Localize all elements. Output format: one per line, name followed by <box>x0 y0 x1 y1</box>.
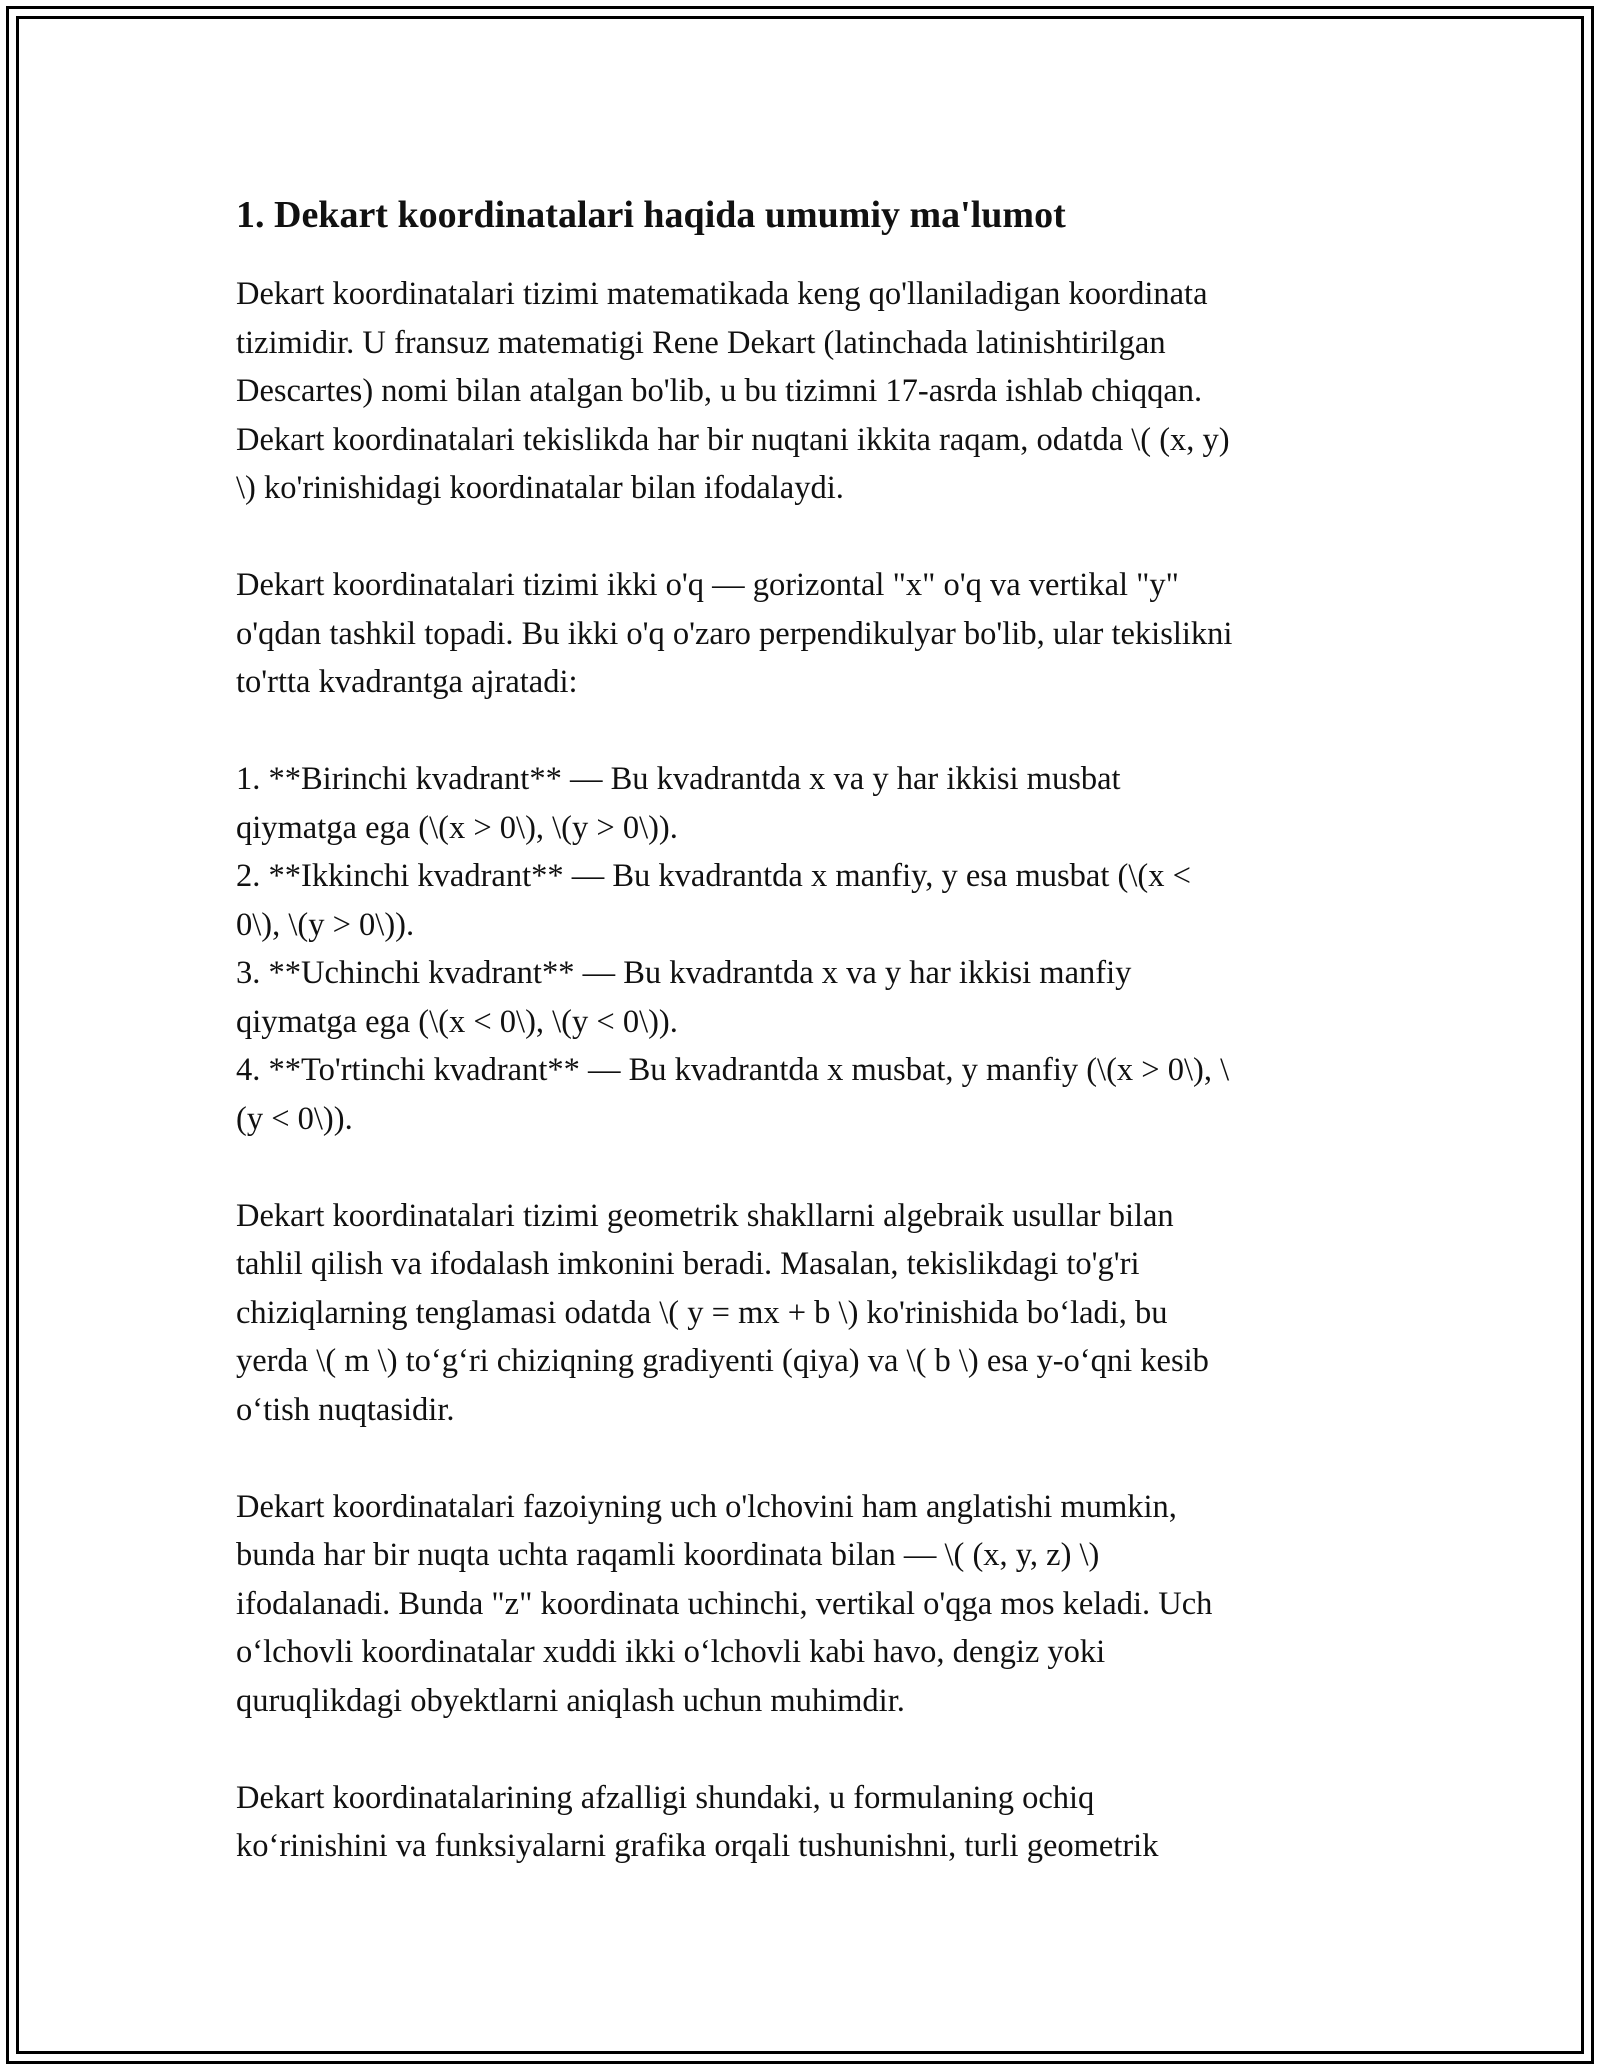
list-item-quadrant-3: 3. **Uchinchi kvadrant** — Bu kvadrantda x va y har ikkisi manfiy qiymatga ega (\(x < 0\), \(y < 0\)). <box>236 955 1132 1040</box>
section-heading: 1. Dekart koordinatalari haqida umumiy ma'lumot <box>236 194 1066 236</box>
paragraph-3d: Dekart koordinatalari fazoiyning uch o'lchovini ham anglatishi mumkin, bunda har bir nuqta uchta raqamli koordinata bilan — \( (x, y, z) \) ifodalanadi. Bunda "z" koordinata uchinchi, vertikal o'qga mos keladi. Uch oʻlchovli koordinatalar xuddi ikki oʻlchovli kabi havo, dengiz yoki quruqlikdagi obyektlarni aniqlash uchun muhimdir. <box>236 1488 1213 1719</box>
list-item-quadrant-1: 1. **Birinchi kvadrant** — Bu kvadrantda x va y har ikkisi musbat qiymatga ega (\(x > 0\), \(y > 0\)). <box>236 761 1121 846</box>
paragraph-intro: Dekart koordinatalari tizimi matematikada keng qo'llaniladigan koordinata tizimidir. U fransuz matematigi Rene Dekart (latinchada latinishtirilgan Descartes) nomi bilan atalgan bo'lib, u bu tizimni 17-asrda ishlab chiqqan. Dekart koordinatalari tekislikda har bir nuqtani ikkita raqam, odatda \( (x, y) \) ko'rinishidagi koordinatalar bilan ifodalaydi. <box>236 276 1230 506</box>
document-body <box>236 190 1366 1919</box>
paragraph-axes: Dekart koordinatalari tizimi ikki o'q — gorizontal "x" o'q va vertikal "y" o'qdan tashkil topadi. Bu ikki o'q o'zaro perpendikulyar bo'lib, ular tekislikni to'rtta kvadrantga ajratadi: <box>236 567 1233 700</box>
list-item-quadrant-2: 2. **Ikkinchi kvadrant** — Bu kvadrantda x manfiy, y esa musbat (\(x < 0\), \(y > 0\)). <box>236 858 1191 943</box>
paragraph-advantage: Dekart koordinatalarining afzalligi shundaki, u formulaning ochiq koʻrinishini va funksiyalarni grafika orqali tushunishni, turli geometrik <box>236 1779 1159 1864</box>
list-item-quadrant-4: 4. **To'rtinchi kvadrant** — Bu kvadrantda x musbat, y manfiy (\(x > 0\), \ (y < 0\)). <box>236 1052 1230 1137</box>
quadrant-list <box>236 755 1366 1143</box>
paragraph-algebraic: Dekart koordinatalari tizimi geometrik shakllarni algebraik usullar bilan tahlil qilish va ifodalash imkonini beradi. Masalan, tekislikdagi to'g'ri chiziqlarning tenglamasi odatda \( y = mx + b \) ko'rinishida boʻladi, bu yerda \( m \) toʻgʻri chiziqning gradiyenti (qiya) va \( b \) esa y-oʻqni kesib oʻtish nuqtasidir. <box>236 1197 1209 1428</box>
